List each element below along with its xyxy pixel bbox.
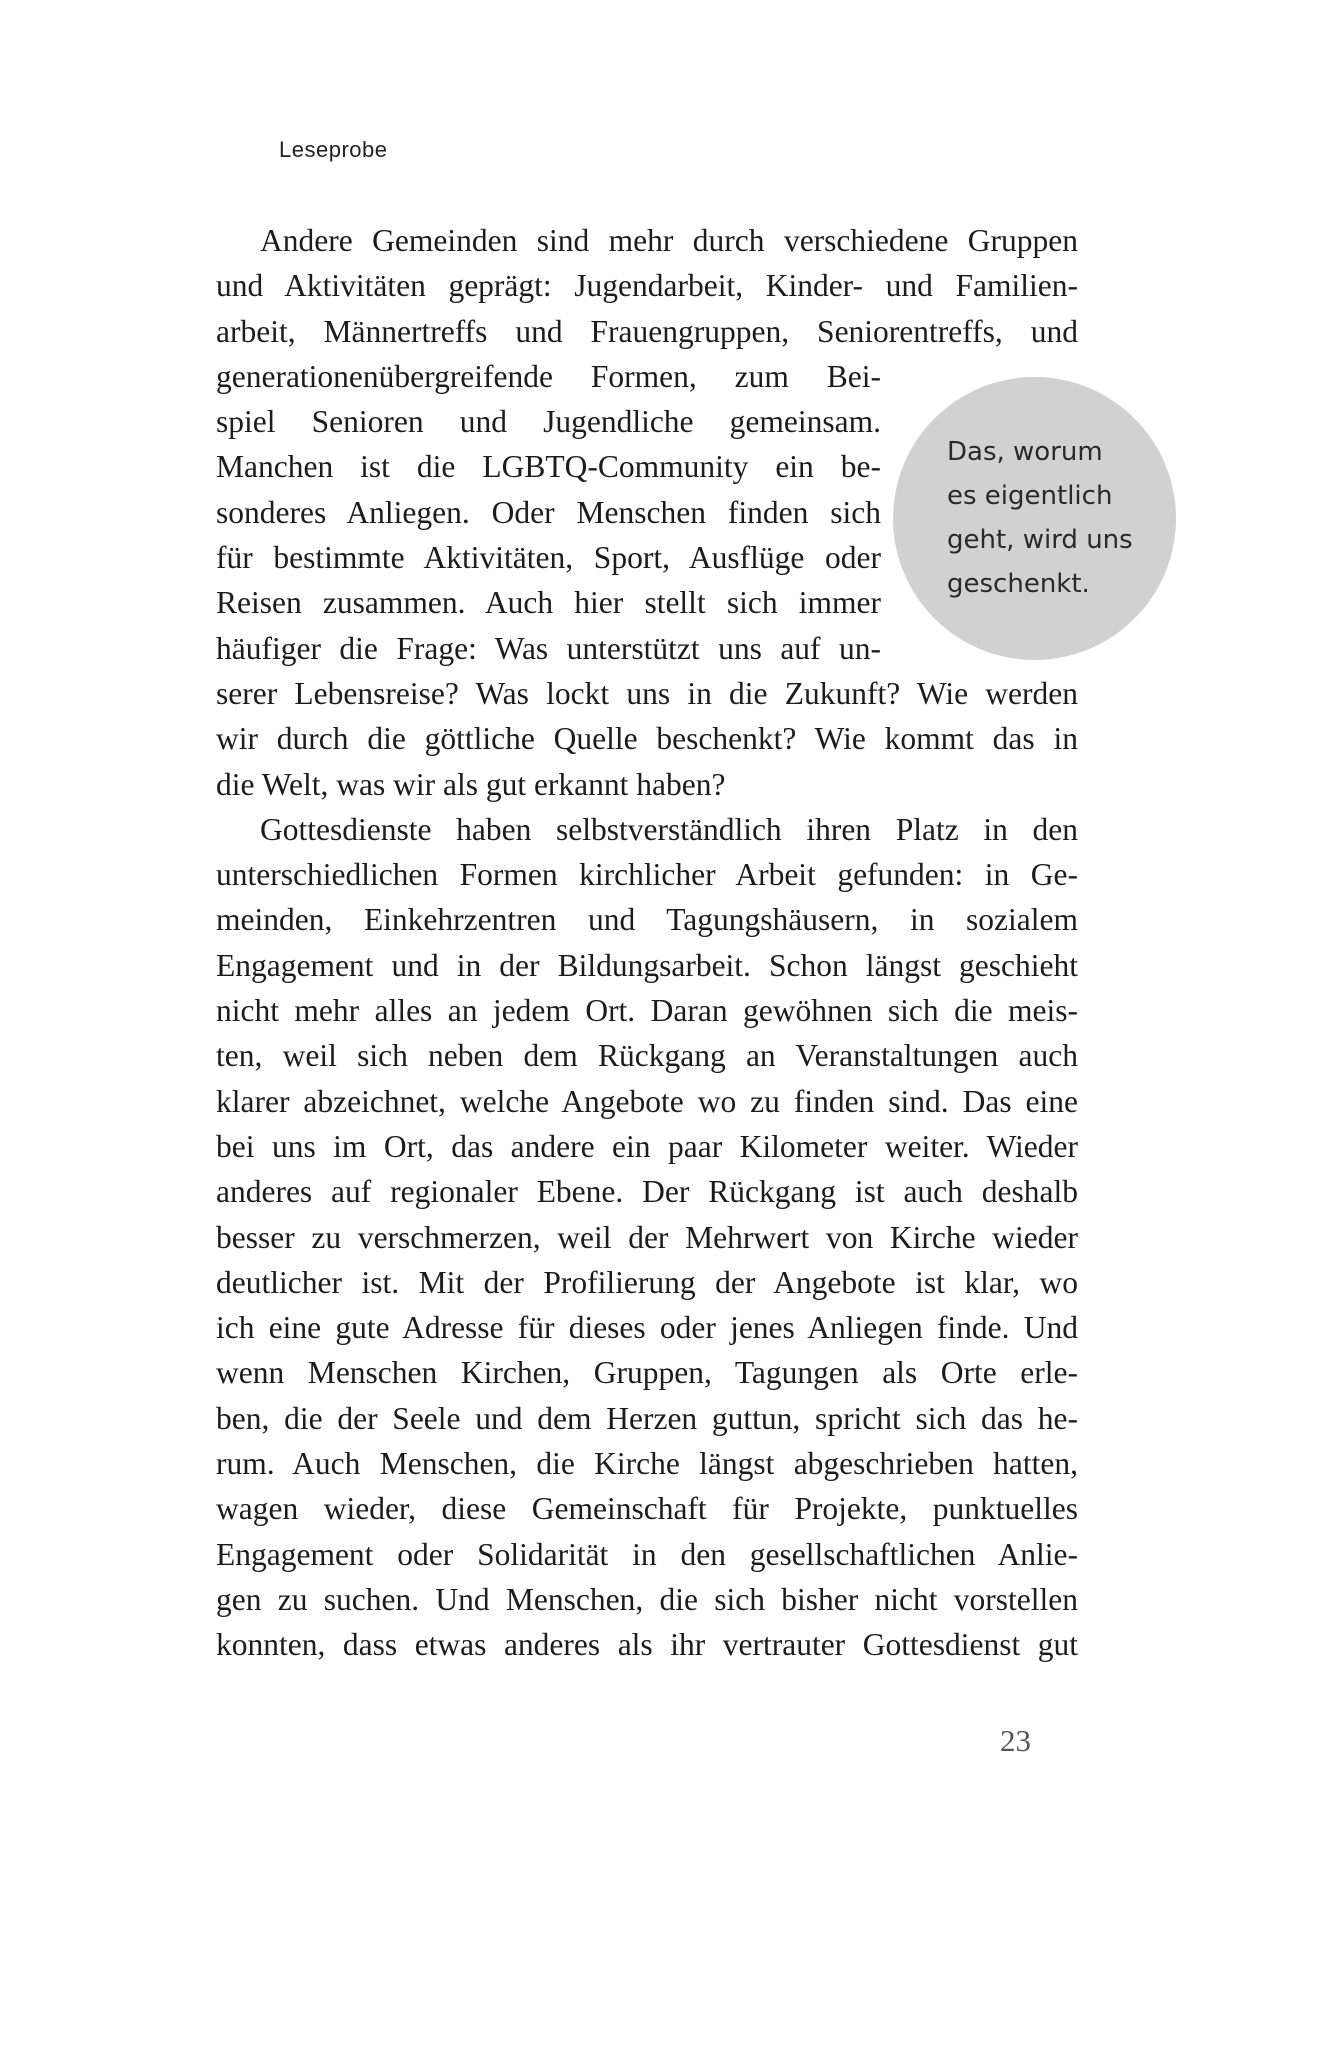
- text-line: ten, weil sich neben dem Rückgang an Veranstaltungen auch: [216, 1038, 1078, 1074]
- text-line: unterschiedlichen Formen kirchlicher Arbeit gefunden: in Ge-: [216, 857, 1078, 893]
- running-header: Leseprobe: [279, 137, 388, 162]
- text-line: Reisen zusammen. Auch hier stellt sich immer: [216, 585, 881, 621]
- pull-quote-line: es eigentlich: [947, 481, 1113, 511]
- text-line: häufiger die Frage: Was unterstützt uns auf un-: [216, 630, 881, 666]
- text-line: Andere Gemeinden sind mehr durch verschiedene Gruppen: [260, 223, 1078, 258]
- text-line: ben, die der Seele und dem Herzen guttun, spricht sich das he-: [216, 1400, 1078, 1436]
- text-line: und Aktivitäten geprägt: Jugendarbeit, Kinder- und Familien-: [216, 268, 1078, 304]
- pull-quote-line: geht, wird uns: [947, 525, 1133, 555]
- text-line: meinden, Einkehrzentren und Tagungshäusern, in sozialem: [216, 902, 1078, 938]
- body-text: [216, 218, 1078, 1668]
- text-line: anderes auf regionaler Ebene. Der Rückgang ist auch deshalb: [216, 1174, 1078, 1210]
- text-line: Gottesdienste haben selbstverständlich ihren Platz in den: [260, 811, 1078, 847]
- text-line: rum. Auch Menschen, die Kirche längst abgeschrieben hatten,: [216, 1446, 1078, 1482]
- text-line: wir durch die göttliche Quelle beschenkt? Wie kommt das in: [216, 721, 1078, 757]
- text-line: spiel Senioren und Jugendliche gemeinsam.: [216, 404, 881, 440]
- text-line: für bestimmte Aktivitäten, Sport, Ausflüge oder: [216, 540, 881, 576]
- text-line: Manchen ist die LGBTQ-Community ein be-: [216, 449, 881, 485]
- text-line: bei uns im Ort, das andere ein paar Kilometer weiter. Wieder: [216, 1128, 1078, 1164]
- text-line: ich eine gute Adresse für dieses oder jenes Anliegen finde. Und: [216, 1310, 1078, 1346]
- text-line: wagen wieder, diese Gemeinschaft für Projekte, punktuelles: [216, 1491, 1078, 1527]
- text-line: Engagement oder Solidarität in den gesellschaftlichen Anlie-: [216, 1536, 1078, 1572]
- text-line: besser zu verschmerzen, weil der Mehrwert von Kirche wieder: [216, 1219, 1078, 1255]
- pull-quote-line: Das, worum: [947, 437, 1103, 467]
- text-line: die Welt, was wir als gut erkannt haben?: [216, 766, 726, 802]
- text-line: serer Lebensreise? Was lockt uns in die Zukunft? Wie werden: [216, 675, 1078, 711]
- pull-quote-line: geschenkt.: [947, 569, 1090, 599]
- page-number: 23: [1000, 1723, 1031, 1758]
- text-line: Engagement und in der Bildungsarbeit. Schon längst geschieht: [216, 947, 1078, 983]
- text-line: wenn Menschen Kirchen, Gruppen, Tagungen als Orte erle-: [216, 1355, 1078, 1391]
- text-line: deutlicher ist. Mit der Profilierung der Angebote ist klar, wo: [216, 1264, 1078, 1300]
- text-line: gen zu suchen. Und Menschen, die sich bisher nicht vorstellen: [216, 1581, 1078, 1617]
- text-line: generationenübergreifende Formen, zum Bei-: [216, 358, 881, 394]
- text-line: konnten, dass etwas anderes als ihr vertrauter Gottesdienst gut: [216, 1627, 1078, 1663]
- text-line: nicht mehr alles an jedem Ort. Daran gewöhnen sich die meis-: [216, 993, 1078, 1029]
- text-line: arbeit, Männertreffs und Frauengruppen, Seniorentreffs, und: [216, 313, 1078, 349]
- text-line: sonderes Anliegen. Oder Menschen finden sich: [216, 494, 881, 530]
- text-line: klarer abzeichnet, welche Angebote wo zu finden sind. Das eine: [216, 1083, 1078, 1119]
